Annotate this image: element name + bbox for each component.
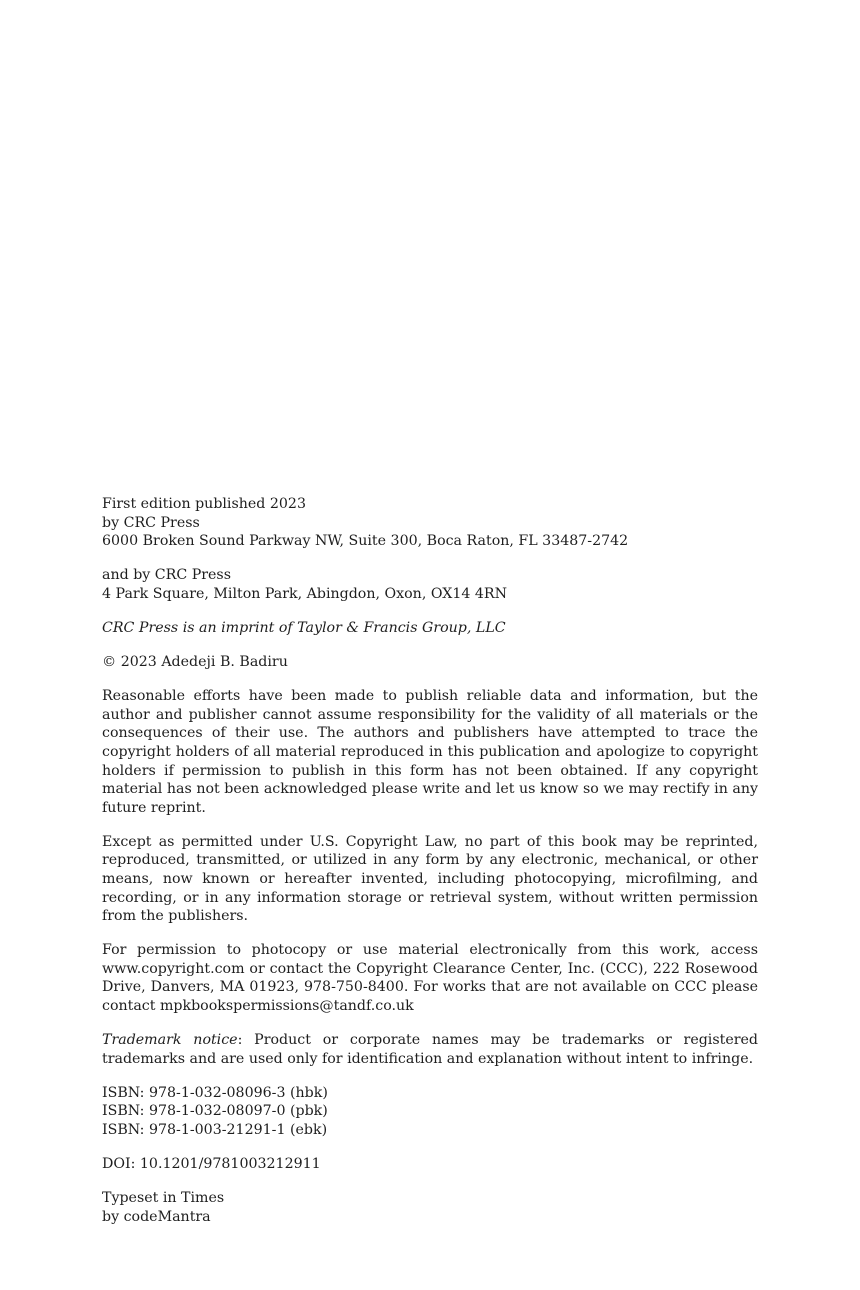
isbn-pbk: ISBN: 978-1-032-08097-0 (pbk) xyxy=(102,1103,328,1120)
typesetter-line: by codeMantra xyxy=(102,1208,211,1225)
trademark-text: : Product or corporate names may be trademarks or registered trademarks and are used only for identification and explanation without intent to infringe. xyxy=(102,1032,758,1067)
publisher-line: by CRC Press xyxy=(102,514,200,531)
publication-info-uk xyxy=(102,566,758,603)
isbn-ebk: ISBN: 978-1-003-21291-1 (ebk) xyxy=(102,1122,328,1139)
typesetting-info xyxy=(102,1189,758,1226)
publisher-address: 6000 Broken Sound Parkway NW, Suite 300, Boca Raton, FL 33487-2742 xyxy=(102,533,629,550)
trademark-paragraph xyxy=(102,1031,758,1068)
imprint-note: CRC Press is an imprint of Taylor & Francis Group, LLC xyxy=(102,619,506,636)
publication-info xyxy=(102,495,758,551)
trademark-label: Trademark notice xyxy=(102,1032,238,1049)
typeface-line: Typeset in Times xyxy=(102,1190,225,1207)
copyright-law-paragraph: Except as permitted under U.S. Copyright Law, no part of this book may be reprinted, reproduced, transmitted, or utilized in any form by any electronic, mechanical, or other means, now known or hereafter invented, including photocopying, microfilming, and recording, or in any information storage or retrieval system, without written permission from the publishers. xyxy=(102,833,758,925)
doi-line: DOI: 10.1201/9781003212911 xyxy=(102,1156,321,1173)
disclaimer-paragraph: Reasonable efforts have been made to publish reliable data and information, but the author and publisher cannot assume responsibility for the validity of all materials or the consequences of their use. The authors and publishers have attempted to trace the copyright holders of all material reproduced in this publication and apologize to copyright holders if permission to publish in this form has not been obtained. If any copyright material has not been acknowledged please write and let us know so we may rectify in any future reprint. xyxy=(102,688,758,816)
permissions-paragraph: For permission to photocopy or use material electronically from this work, access www.copyright.com or contact the Copyright Clearance Center, Inc. (CCC), 222 Rosewood Drive, Danvers, MA 01923, 978-750-8400. For works that are not available on CCC please contact mpkbookspermissions@tandf.co.uk xyxy=(102,942,758,1015)
isbn-hbk: ISBN: 978-1-032-08096-3 (hbk) xyxy=(102,1084,328,1101)
copyright-holder: © 2023 Adedeji B. Badiru xyxy=(102,654,288,671)
publisher-line-uk: and by CRC Press xyxy=(102,567,231,584)
publisher-address-uk: 4 Park Square, Milton Park, Abingdon, Oxon, OX14 4RN xyxy=(102,585,508,602)
isbn-list xyxy=(102,1084,758,1140)
copyright-block xyxy=(102,495,758,1242)
edition-line: First edition published 2023 xyxy=(102,496,306,512)
